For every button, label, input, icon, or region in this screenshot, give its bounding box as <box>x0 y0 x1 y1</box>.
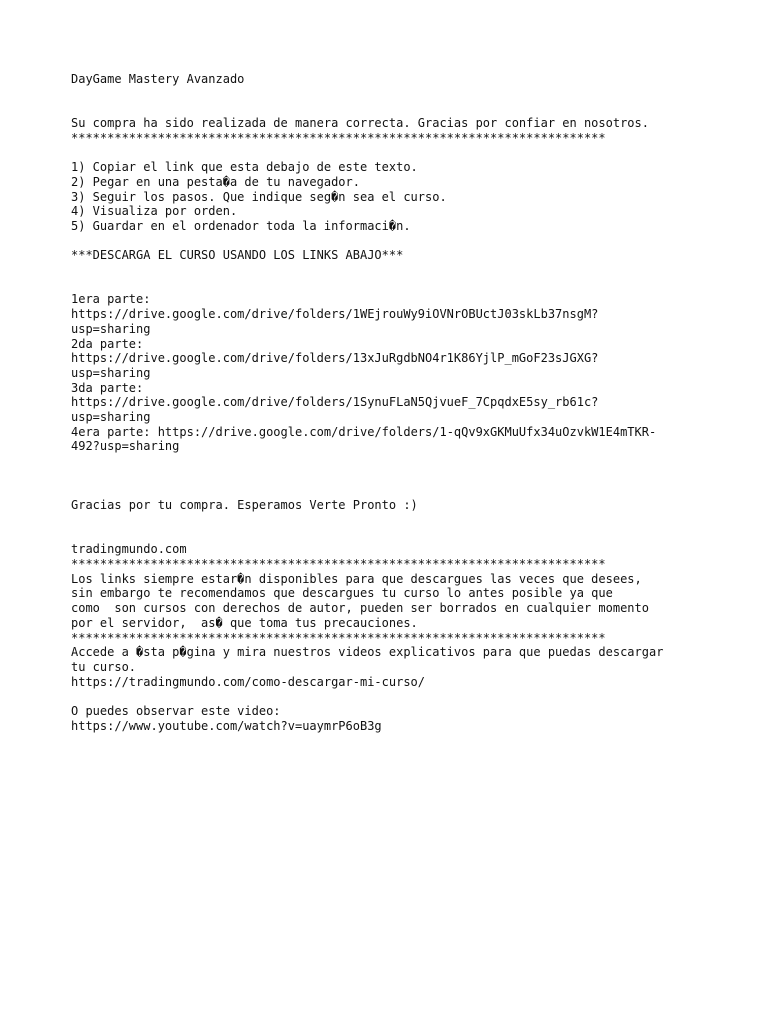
confirmation-text: Su compra ha sido realizada de manera correcta. Gracias por confiar en nosotros. <box>71 116 649 131</box>
step-5: 5) Guardar en el ordenador toda la informaci�n. <box>71 218 411 233</box>
part-4-link-continued[interactable]: 492?usp=sharing <box>71 439 180 454</box>
notice-line-2: sin embargo te recomendamos que descargues tu curso lo antes posible ya que <box>71 586 613 601</box>
part-4-label: 4era parte: <box>71 424 158 439</box>
part-2-link[interactable]: https://drive.google.com/drive/folders/13xJuRgdbNO4r1K86YjlP_mGoF23sJGXG? <box>71 351 599 366</box>
download-heading: ***DESCARGA EL CURSO USANDO LOS LINKS ABAJO*** <box>71 248 404 263</box>
step-3: 3) Seguir los pasos. Que indique seg�n sea el curso. <box>71 189 447 204</box>
notice-line-1: Los links siempre estar�n disponibles para que descargues las veces que desees, <box>71 571 642 586</box>
part-1-label: 1era parte: <box>71 292 151 307</box>
part-3-label: 3da parte: <box>71 380 144 395</box>
separator-3: ************************************************************************** <box>71 630 606 645</box>
video-label: O puedes observar este video: <box>71 704 281 719</box>
video-link[interactable]: https://www.youtube.com/watch?v=uaymrP6oB3g <box>71 718 382 733</box>
access-line-2: tu curso. <box>71 659 137 674</box>
part-2-label: 2da parte: <box>71 336 144 351</box>
site-name: tradingmundo.com <box>71 542 187 557</box>
document-title: DayGame Mastery Avanzado <box>71 72 245 86</box>
access-line-1: Accede a �sta p�gina y mira nuestros videos explicativos para que puedas descargar <box>71 645 664 660</box>
step-1: 1) Copiar el link que esta debajo de este texto. <box>71 160 418 175</box>
step-2: 2) Pegar en una pesta�a de tu navegador. <box>71 174 360 189</box>
part-4-link[interactable]: https://drive.google.com/drive/folders/1-qQv9xGKMuUfx34uOzvkW1E4mTKR- <box>157 424 657 439</box>
separator-2: ************************************************************************** <box>71 557 606 572</box>
part-1-link[interactable]: https://drive.google.com/drive/folders/1WEjrouWy9iOVNrOBUctJ03skLb37nsgM? <box>71 307 599 322</box>
step-4: 4) Visualiza por orden. <box>71 204 238 219</box>
document-page <box>71 72 751 733</box>
notice-line-4: por el servidor, as� que toma tus precauciones. <box>71 615 418 630</box>
part-1-link-continued[interactable]: usp=sharing <box>71 321 151 336</box>
part-4-line <box>71 425 751 440</box>
separator-1: ************************************************************************** <box>71 130 606 145</box>
notice-line-3: como son cursos con derechos de autor, pueden ser borrados en cualquier momento <box>71 601 649 616</box>
access-link[interactable]: https://tradingmundo.com/como-descargar-mi-curso/ <box>71 674 426 689</box>
part-3-link-continued[interactable]: usp=sharing <box>71 410 151 425</box>
thanks-text: Gracias por tu compra. Esperamos Verte Pronto :) <box>71 498 418 513</box>
part-2-link-continued[interactable]: usp=sharing <box>71 365 151 380</box>
part-3-link[interactable]: https://drive.google.com/drive/folders/1SynuFLaN5QjvueF_7CpqdxE5sy_rb61c? <box>71 395 599 410</box>
